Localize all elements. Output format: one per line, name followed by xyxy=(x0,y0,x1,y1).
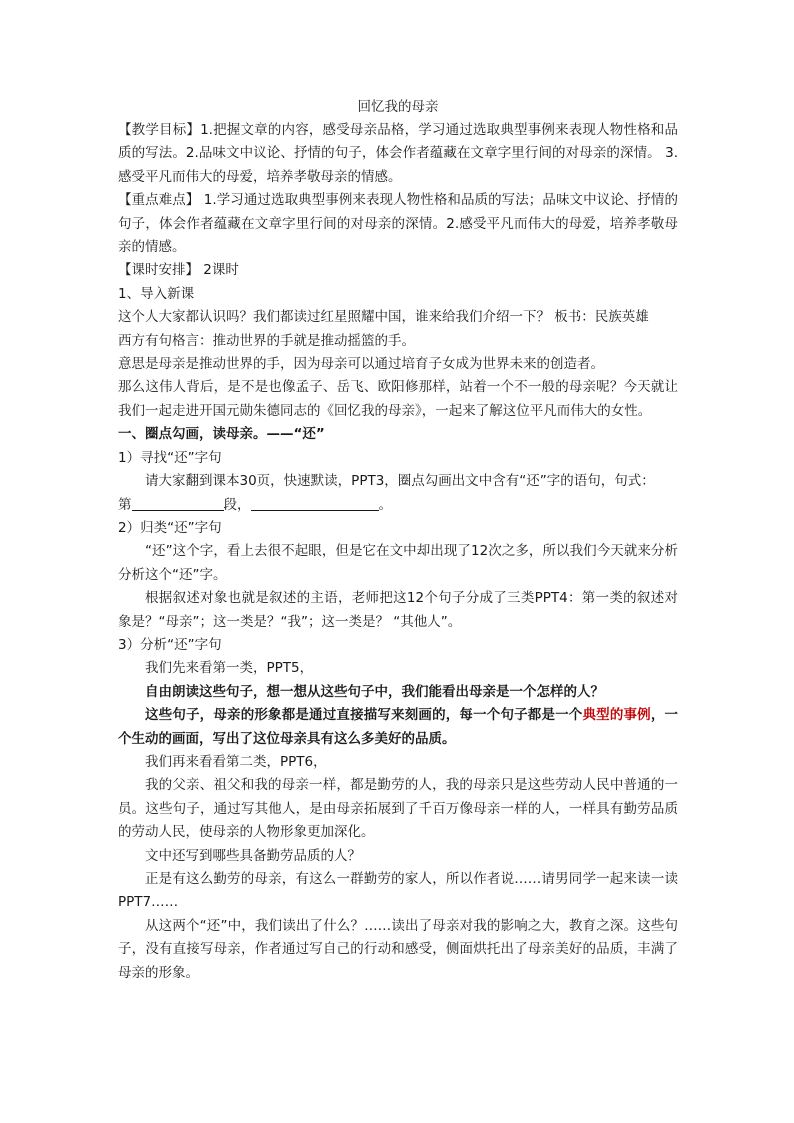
step-two-paragraph: “还”这个字，看上去很不起眼，但是它在文中却出现了12次之多，所以我们今天就来分析分析这个“还”字。 xyxy=(118,543,678,583)
intro-paragraph: 这个人大家都认识吗？我们都读过红星照耀中国，谁来给我们介绍一下？ 板书：民族英雄 xyxy=(118,309,649,326)
step-three-paragraph: 我的父亲、祖父和我的母亲一样，都是勤劳的人，我的母亲只是这些劳动人民中普通的一员。这些句子，通过写其他人，是由母亲拓展到了千百万像母亲一样的人，一样具有勤劳品质的劳动人民，使母亲的人物形象更加深化。 xyxy=(118,777,678,841)
fill-suffix: 。 xyxy=(378,496,392,513)
step-three-paragraph: 文中还写到哪些具备勤劳品质的人？ xyxy=(145,847,361,864)
bold-analysis-text-end: ，一个生动的画面，写出了这位母亲具有这么多美好的品质。 xyxy=(118,707,679,747)
document-page xyxy=(118,96,678,985)
intro-paragraph: 意思是母亲是推动世界的手，因为母亲可以通过培育子女成为世界未来的创造者。 xyxy=(118,356,604,373)
blank-line-paragraph-number xyxy=(132,496,224,511)
highlight-typical-example: 典型的事例 xyxy=(582,707,651,724)
step-three-heading: 3）分析“还”字句 xyxy=(118,636,222,653)
fill-prefix: 第 xyxy=(118,496,132,513)
step-two-heading: 2）归类“还”字句 xyxy=(118,519,222,536)
fill-middle: 段， xyxy=(223,496,251,513)
section-intro-heading: 1、导入新课 xyxy=(118,285,195,302)
bold-analysis xyxy=(118,704,678,751)
step-three-paragraph: 正是有这么勤劳的母亲，有这么一群勤劳的家人，所以作者说……请男同学一起来读一读PPT7…… xyxy=(118,871,678,911)
page-title: 回忆我的母亲 xyxy=(357,99,439,115)
fill-in-sentence xyxy=(118,494,678,517)
part-one-heading: 一、圈点勾画，读母亲。——“还” xyxy=(118,426,325,443)
bold-analysis-text: 这些句子，母亲的形象都是通过直接描写来刻画的，每一个句子都是一个 xyxy=(145,707,583,724)
step-three-paragraph: 我们先来看第一类，PPT5， xyxy=(145,660,314,677)
teaching-goals: 【教学目标】1.把握文章的内容，感受母亲品格，学习通过选取典型事例来表现人物性格和品质的写法。2.品味文中议论、抒情的句子，体会作者蕴藏在文章字里行间的对母亲的深情。 3.感受平凡而伟大的母爱，培养孝敬母亲的情感。 xyxy=(118,122,678,185)
step-three-paragraph: 从这两个“还”中，我们读出了什么？……读出了母亲对我的影响之大，教育之深。这些句子，没有直接写母亲，作者通过写自己的行动和感受，侧面烘托出了母亲美好的品质，丰满了母亲的形象。 xyxy=(118,917,678,981)
step-one-heading: 1）寻找“还”字句 xyxy=(118,449,222,466)
lesson-schedule: 【课时安排】 2课时 xyxy=(118,262,239,279)
step-one-paragraph: 请大家翻到课本30页，快速默读，PPT3，圈点勾画出文中含有“还”字的语句，句式： xyxy=(145,473,655,490)
intro-paragraph: 西方有句格言：推动世界的手就是推动摇篮的手。 xyxy=(118,332,415,349)
blank-line-sentence xyxy=(251,496,379,511)
step-two-paragraph: 根据叙述对象也就是叙述的主语，老师把这12个句子分成了三类PPT4：第一类的叙述对象是？“母亲”；这一类是？“我”；这一类是？ “其他人”。 xyxy=(118,590,678,630)
bold-question: 自由朗读这些句子，想一想从这些句子中，我们能看出母亲是一个怎样的人？ xyxy=(145,683,604,700)
key-points: 【重点难点】 1.学习通过选取典型事例来表现人物性格和品质的写法；品味文中议论、抒情的句子，体会作者蕴藏在文章字里行间的对母亲的深情。2.感受平凡而伟大的母爱，培养孝敬母亲的情感。 xyxy=(118,192,678,256)
intro-paragraph: 那么这伟人背后，是不是也像孟子、岳飞、欧阳修那样，站着一个不一般的母亲呢？今天就让我们一起走进开国元勋朱德同志的《回忆我的母亲》，一起来了解这位平凡而伟大的女性。 xyxy=(118,379,678,419)
step-three-paragraph: 我们再来看看第二类，PPT6， xyxy=(145,753,327,770)
